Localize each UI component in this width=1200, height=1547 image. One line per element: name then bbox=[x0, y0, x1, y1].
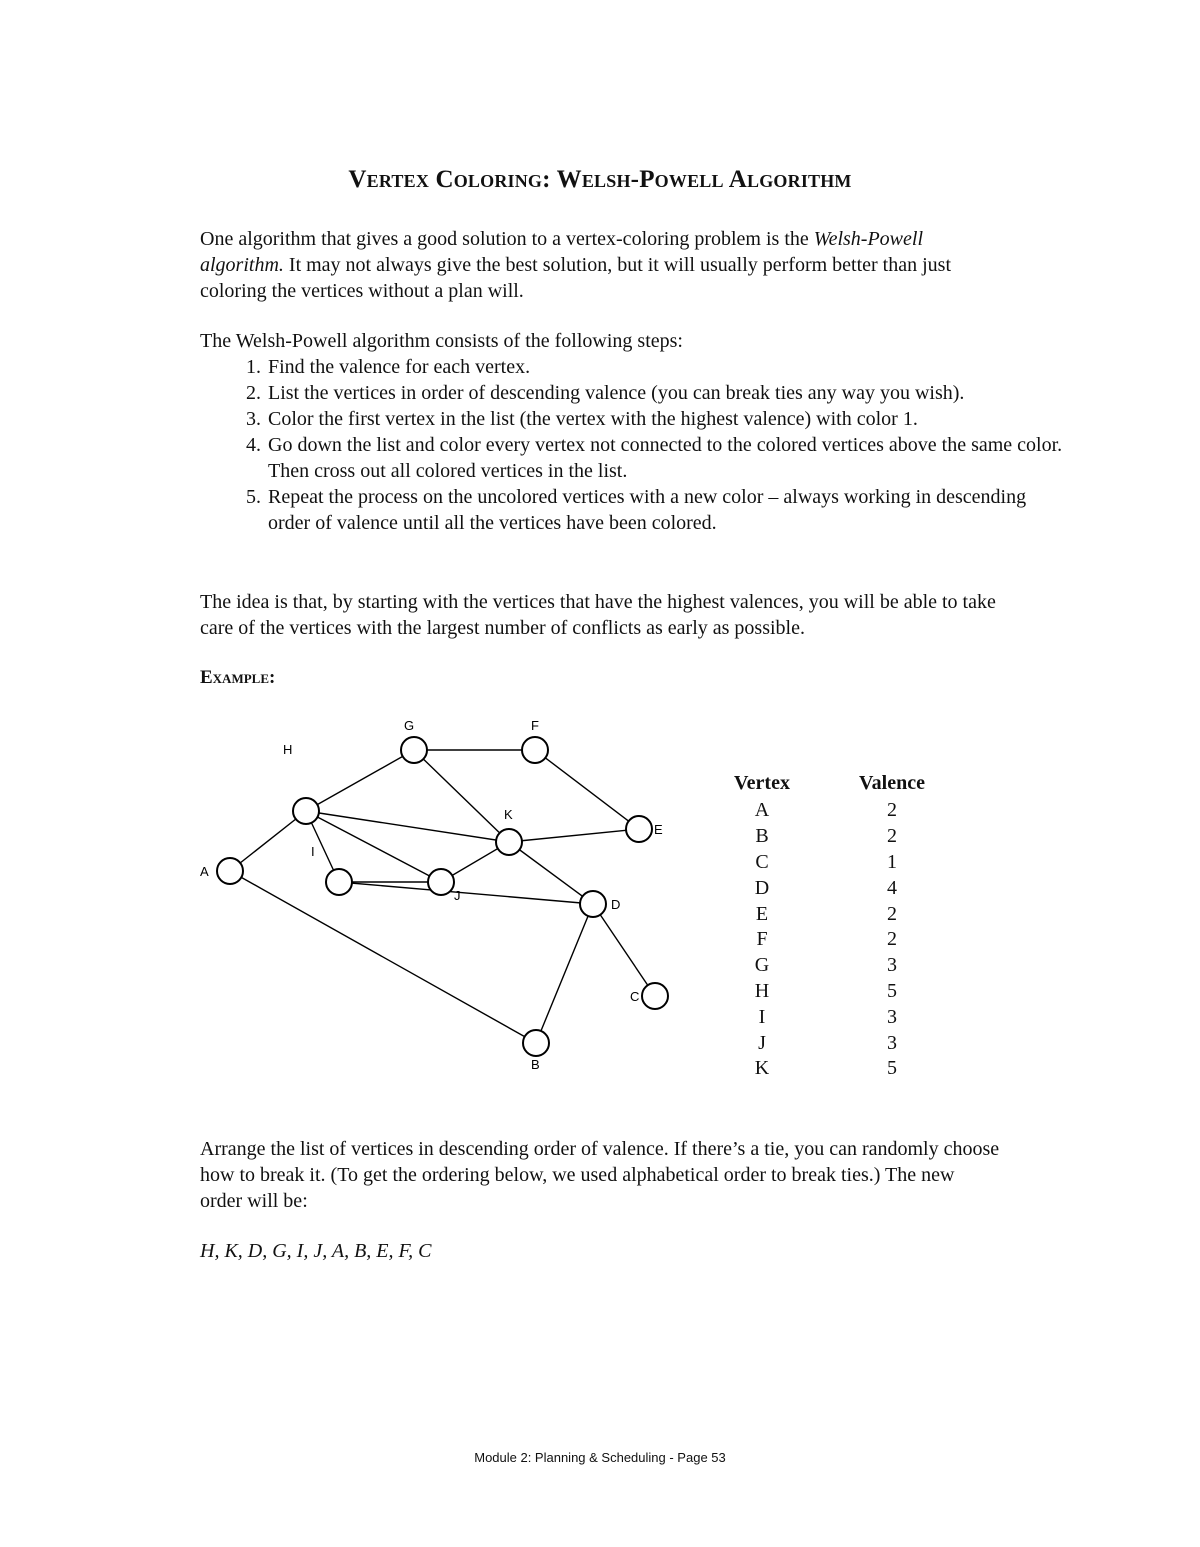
valence-cell: 3 bbox=[887, 1031, 897, 1054]
vertex-d-node bbox=[580, 891, 606, 917]
vertex-cell: K bbox=[754, 1057, 770, 1080]
valence-cell: 5 bbox=[887, 1057, 897, 1080]
vertex-c-label: C bbox=[630, 989, 640, 1004]
vertex-cell: D bbox=[754, 876, 770, 899]
valence-cell: 5 bbox=[887, 979, 897, 1002]
vertex-cell: B bbox=[755, 825, 769, 848]
valence-cell: 2 bbox=[887, 799, 897, 822]
edge-k-d bbox=[509, 842, 593, 904]
vertex-h-node bbox=[293, 798, 319, 824]
step-item: 5. Repeat the process on the uncolored vertices with a new color – always working in descending order of valence until all the vertices have been colored. bbox=[266, 484, 1066, 536]
table-row bbox=[712, 901, 972, 927]
vertex-order: H, K, D, G, I, J, A, B, E, F, C bbox=[200, 1240, 432, 1262]
edge-h-g bbox=[306, 750, 414, 811]
table-header-row bbox=[712, 768, 972, 798]
table-row bbox=[712, 927, 972, 953]
vertex-i-label: I bbox=[311, 844, 315, 859]
vertex-cell: H bbox=[754, 979, 770, 1002]
table-row bbox=[712, 1056, 972, 1082]
vertex-a-label: A bbox=[200, 864, 209, 879]
page-title: Vertex Coloring: Welsh-Powell Algorithm bbox=[348, 166, 852, 193]
table-row bbox=[712, 850, 972, 876]
valence-cell: 2 bbox=[887, 825, 897, 848]
step-item: 3. Color the first vertex in the list (the vertex with the highest valence) with color 1. bbox=[266, 406, 1066, 432]
table-row bbox=[712, 798, 972, 824]
vertex-cell: J bbox=[758, 1031, 766, 1054]
edge-d-c bbox=[593, 904, 655, 996]
vertex-i-node bbox=[326, 869, 352, 895]
valence-cell: 2 bbox=[887, 928, 897, 951]
vertex-k-label: K bbox=[504, 807, 513, 822]
edge-i-d bbox=[339, 882, 593, 904]
intro-text-end: It may not always give the best solution, but it will usually perform better than just coloring the vertices without a plan will. bbox=[200, 254, 952, 302]
example-graph bbox=[190, 712, 680, 1082]
vertex-j-node bbox=[428, 869, 454, 895]
vertex-cell: A bbox=[754, 799, 770, 822]
intro-paragraph bbox=[200, 226, 1000, 304]
table-row bbox=[712, 1030, 972, 1056]
vertex-f-node bbox=[522, 737, 548, 763]
idea-paragraph: The idea is that, by starting with the vertices that have the highest valences, you will be able to take care of the vertices with the largest number of conflicts as early as possible. bbox=[200, 591, 996, 639]
vertex-b-label: B bbox=[531, 1057, 540, 1072]
vertex-cell: F bbox=[756, 928, 768, 951]
vertex-k-node bbox=[496, 829, 522, 855]
vertex-e-node bbox=[626, 816, 652, 842]
vertex-cell: I bbox=[758, 1005, 766, 1028]
vertex-cell: E bbox=[755, 902, 769, 925]
intro-text-start: One algorithm that gives a good solution to a vertex-coloring problem is the bbox=[200, 228, 814, 250]
intro-emphasis: Welsh-Powell algorithm. bbox=[200, 228, 924, 276]
edge-k-e bbox=[509, 829, 639, 842]
vertex-cell: G bbox=[754, 954, 770, 977]
vertex-column-header: Vertex bbox=[734, 771, 790, 794]
example-heading: Example: bbox=[200, 667, 276, 688]
vertex-cell: C bbox=[755, 850, 769, 873]
step-item: 1. Find the valence for each vertex. bbox=[266, 354, 1066, 380]
steps-intro: The Welsh-Powell algorithm consists of the following steps: bbox=[200, 330, 683, 352]
step-item: 2. List the vertices in order of descending valence (you can break ties any way you wish). bbox=[266, 380, 1066, 406]
arrange-paragraph: Arrange the list of vertices in descending order of valence. If there’s a tie, you can randomly choose how to break it. (To get the ordering below, we used alphabetical order to break ties.) The new order will be: bbox=[200, 1138, 1000, 1212]
table-row bbox=[712, 953, 972, 979]
table-row bbox=[712, 979, 972, 1005]
vertex-b-node bbox=[523, 1030, 549, 1056]
valence-cell: 3 bbox=[887, 954, 897, 977]
vertex-g-label: G bbox=[404, 718, 415, 733]
vertex-a-node bbox=[217, 858, 243, 884]
valence-column-header: Valence bbox=[859, 771, 925, 794]
table-row bbox=[712, 824, 972, 850]
vertex-j-label: J bbox=[454, 888, 461, 903]
edge-g-k bbox=[414, 750, 509, 842]
edge-d-b bbox=[536, 904, 593, 1043]
steps-list bbox=[200, 354, 1066, 536]
vertex-f-label: F bbox=[531, 718, 539, 733]
edge-f-e bbox=[535, 750, 639, 829]
step-item: 4. Go down the list and color every vertex not connected to the colored vertices above the same color. Then cross out all colored vertices in the list. bbox=[266, 432, 1066, 484]
vertex-g-node bbox=[401, 737, 427, 763]
edge-a-h bbox=[230, 811, 306, 871]
edge-a-b bbox=[230, 871, 536, 1043]
vertex-e-label: E bbox=[654, 822, 663, 837]
valence-cell: 2 bbox=[887, 902, 897, 925]
valence-cell: 4 bbox=[887, 876, 897, 899]
valence-cell: 1 bbox=[887, 850, 897, 873]
table-row bbox=[712, 1004, 972, 1030]
graph-vertices bbox=[217, 737, 668, 1056]
page-footer: Module 2: Planning & Scheduling - Page 53 bbox=[474, 1450, 726, 1465]
vertex-h-label: H bbox=[283, 742, 293, 757]
vertex-c-node bbox=[642, 983, 668, 1009]
vertex-d-label: D bbox=[611, 897, 621, 912]
table-row bbox=[712, 875, 972, 901]
valence-table bbox=[712, 768, 972, 1082]
valence-cell: 3 bbox=[887, 1005, 897, 1028]
